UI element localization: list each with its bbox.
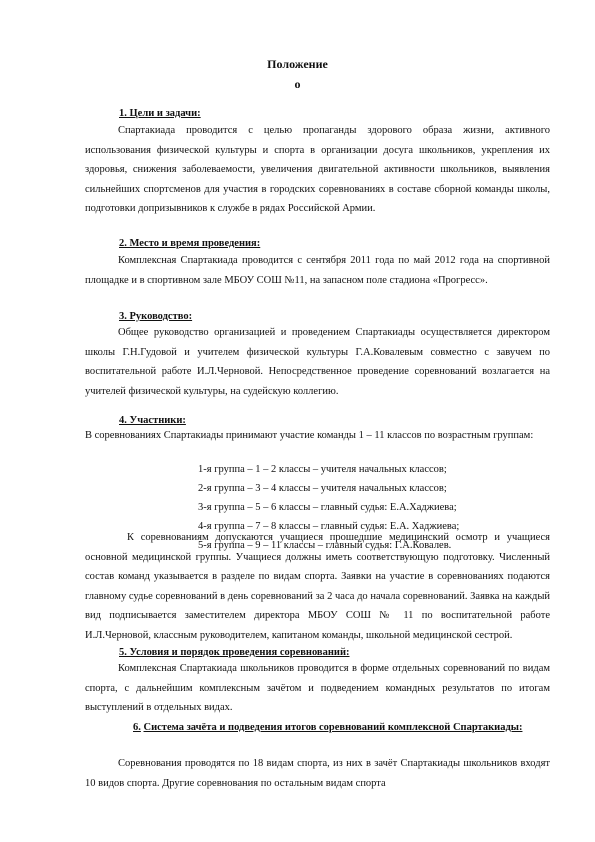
age-group-item: 4-я группа – 7 – 8 классы – главный судья: Е.А. Хаджиева;: [198, 521, 460, 532]
section-6-text: Соревнования проводятся по 18 видам спорта, из них в зачёт Спартакиады школьников входят 10 видов спорта. Другие соревнования по остальным видам спорта: [85, 758, 550, 789]
age-group-item: 3-я группа – 5 – 6 классы – главный судья: Е.А.Хаджиева;: [198, 502, 457, 513]
section-1-text: Спартакиада проводится с целью пропаганды здорового образа жизни, активного использования физической культуры и спорта в организации досуга школьников, укрепления их здоровья, снижения заболеваемости, увеличения двигательной активности школьников, выявления сильнейших спортсменов для участия в городских соревнованиях в составе сборной команды школы, подготовки допризывников к службе в рядах Российской Армии.: [85, 125, 550, 215]
section-4-intro: В соревнованиях Спартакиады принимают участие команды 1 – 11 классов по возрастным группам:: [85, 430, 534, 441]
document-title: Положение: [267, 57, 328, 71]
section-5-text: Комплексная Спартакиада школьников проводится в форме отдельных соревнований по видам спорта, с дальнейшим комплексным зачётом и подведением командных результатов по итогам выступлений в отдельных видах.: [85, 663, 550, 714]
age-group-item: 5-я группа – 9 – 11 классы – главный судья: Г.А.Ковалев.: [198, 540, 452, 551]
section-6-heading-block: [85, 718, 550, 737]
section-6-heading: Система зачёта и подведения итогов соревнований комплексной Спартакиады:: [143, 722, 523, 733]
section-3-heading: 3. Руководство:: [119, 311, 193, 322]
section-3-text: Общее руководство организацией и проведением Спартакиады осуществляется директором школы Г.Н.Гудовой и учителем физической культуры Г.А.Ковалевым совместно с завучем по воспитательной работе И.Л.Черновой. Непосредственное проведение соревнований возлагается на учителей физической культуры, на судейскую коллегию.: [85, 327, 550, 397]
section-2-heading: 2. Место и время проведения:: [119, 238, 261, 249]
section-5-heading: 5. Условия и порядок проведения соревнований:: [119, 647, 350, 658]
section-4-text: К соревнованиям допускаются учащиеся прошедшие медицинский осмотр и учащиеся основной медицинской группы. Учащиеся должны иметь соответствующую подготовку. Численный состав команд указывается в разделе по видам спорта. Заявки на участие в соревнованиях подаются главному судье соревнований в день соревнований за 2 часа до начала соревнований. Заявка на каждый вид подписывается заместителем директора МБОУ СОШ № 11 по воспитательной работе И.Л.Черновой, классным руководителем, капитаном команды, школьной медицинской сестрой.: [85, 532, 550, 641]
section-1-heading: 1. Цели и задачи:: [119, 108, 201, 119]
age-group-item: 1-я группа – 1 – 2 классы – учителя начальных классов;: [198, 464, 447, 475]
section-4-heading: 4. Участники:: [119, 415, 186, 426]
age-group-item: 2-я группа – 3 – 4 классы – учителя начальных классов;: [198, 483, 447, 494]
section-2-text: Комплексная Спартакиада проводится с сентября 2011 года по май 2012 года на спортивной площадке и в спортивном зале МБОУ СОШ №11, на запасном поле стадиона «Прогресс».: [85, 255, 550, 286]
section-6-number: 6.: [133, 722, 141, 733]
document-subtitle: о: [294, 77, 301, 91]
